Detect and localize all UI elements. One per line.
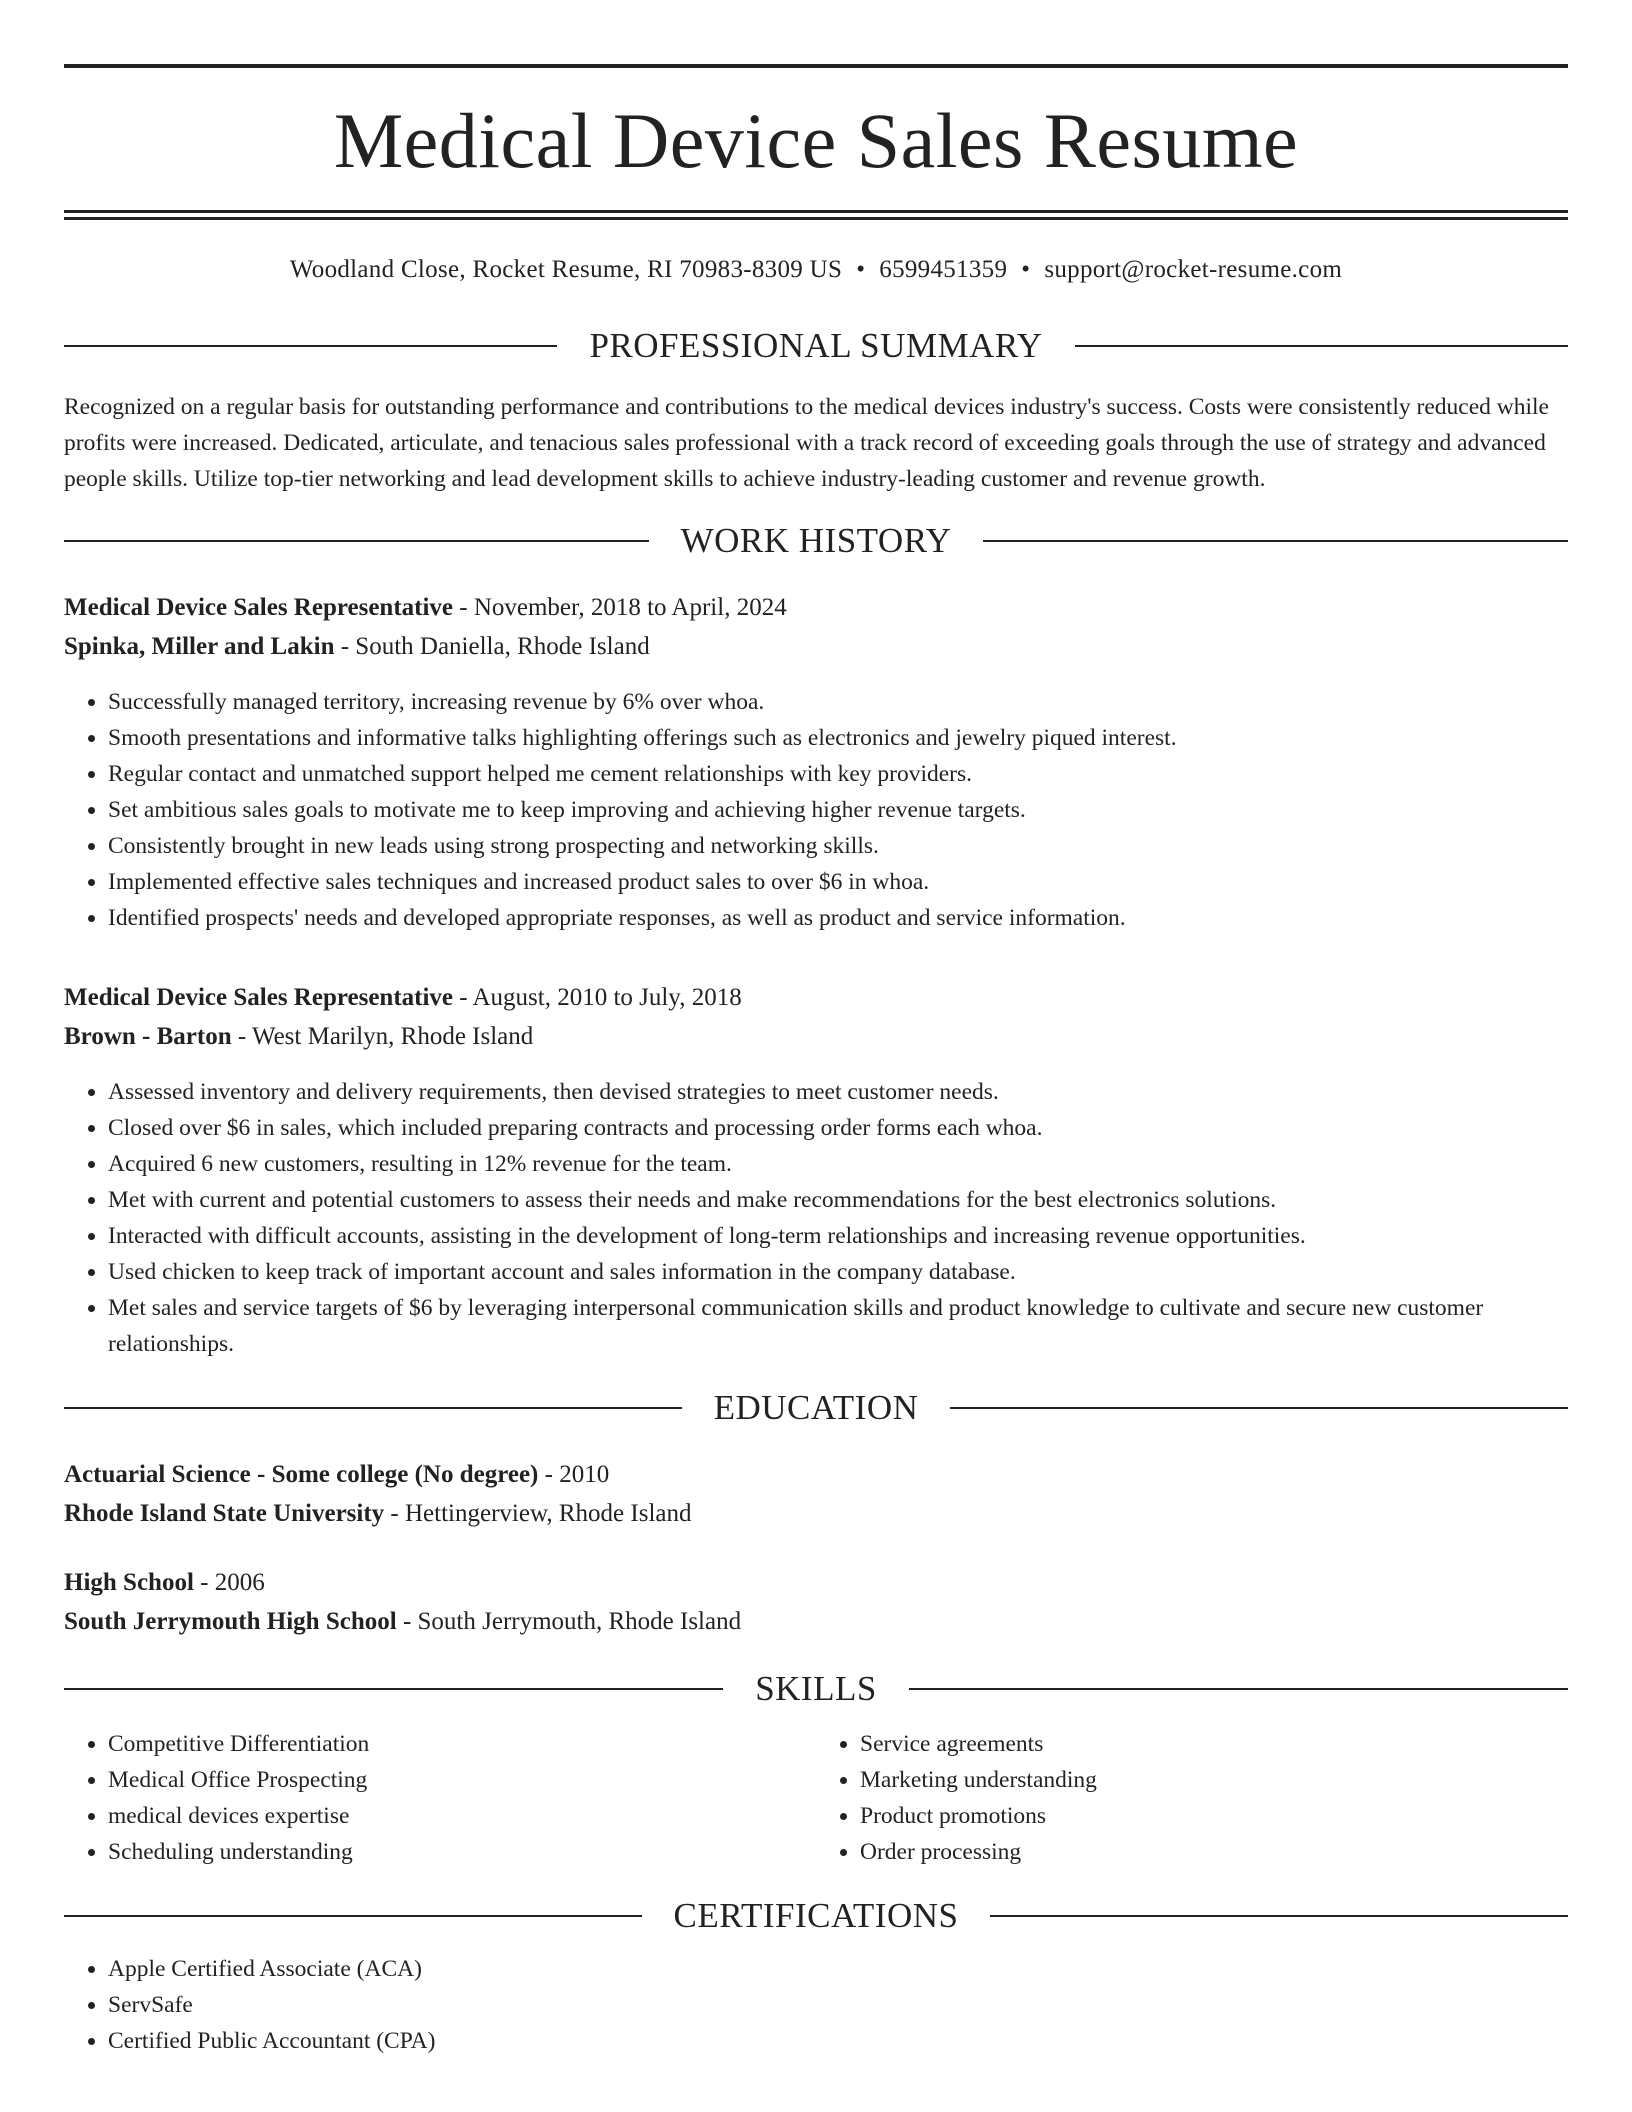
- summary-text: Recognized on a regular basis for outstanding performance and contributions to the medical devices industry's success. Costs were consistently reduced while profits were increased. Dedicated, articulate, and tenacious sales professional with a track record of exceeding goals through the use of strategy and advanced people skills. Utilize top-tier networking and lead development skills to achieve industry-leading customer and revenue growth.: [64, 394, 1549, 492]
- section-rule: [950, 1407, 1568, 1409]
- section-title: CERTIFICATIONS: [673, 1896, 959, 1935]
- section-header-certifications: [64, 1898, 1568, 1933]
- job-dates: - November, 2018 to April, 2024: [453, 594, 787, 621]
- job-company: Brown - Barton: [64, 1023, 232, 1050]
- edu-school: Rhode Island State University: [64, 1500, 385, 1527]
- edu-school-line: [64, 1494, 1568, 1533]
- section-rule: [64, 540, 649, 542]
- skills-list-left: [64, 1726, 816, 1870]
- contact-email: support@rocket-resume.com: [1044, 256, 1343, 283]
- edu-degree: High School: [64, 1569, 194, 1596]
- list-item: • medical devices expertise: [108, 1798, 816, 1834]
- job-location: - West Marilyn, Rhode Island: [231, 1023, 534, 1050]
- skills-list-right: [816, 1726, 1568, 1870]
- list-item: • Scheduling understanding: [108, 1834, 816, 1870]
- list-item: • Marketing understanding: [860, 1762, 1568, 1798]
- list-item: • Implemented effective sales techniques and increased product sales to over $6 in whoa.: [108, 864, 1568, 900]
- section-rule: [909, 1688, 1568, 1690]
- title-double-rule: [64, 210, 1568, 220]
- section-title: EDUCATION: [713, 1388, 919, 1427]
- section-header-work: [64, 523, 1568, 558]
- skills-grid: [64, 1726, 1568, 1870]
- education-entry: [64, 1455, 1568, 1533]
- list-item: • Acquired 6 new customers, resulting in 12% revenue for the team.: [108, 1146, 1568, 1182]
- contact-phone: 6599451359: [879, 256, 1008, 283]
- contact-line: [64, 256, 1568, 284]
- edu-year: - 2006: [193, 1569, 265, 1596]
- list-item: • Medical Office Prospecting: [108, 1762, 816, 1798]
- job-company-line: [64, 627, 1568, 666]
- top-rule: [64, 64, 1568, 68]
- resume-page: [64, 64, 1568, 2059]
- job-title: Medical Device Sales Representative: [64, 984, 454, 1011]
- section-rule: [64, 1688, 723, 1690]
- job-company-line: [64, 1017, 1568, 1056]
- education-entry: [64, 1563, 1568, 1641]
- list-item: • Order processing: [860, 1834, 1568, 1870]
- section-rule: [64, 1407, 682, 1409]
- job-title-line: [64, 978, 1568, 1017]
- list-item: • Consistently brought in new leads using strong prospecting and networking skills.: [108, 828, 1568, 864]
- list-item: • Closed over $6 in sales, which included preparing contracts and processing order forms each whoa.: [108, 1110, 1568, 1146]
- list-item: • Competitive Differentiation: [108, 1726, 816, 1762]
- list-item: • Certified Public Accountant (CPA): [108, 2023, 1568, 2059]
- list-item: • Successfully managed territory, increasing revenue by 6% over whoa.: [108, 684, 1568, 720]
- section-rule: [990, 1915, 1568, 1917]
- job-entry: [64, 588, 1568, 936]
- list-item: • Apple Certified Associate (ACA): [108, 1951, 1568, 1987]
- contact-separator: •: [856, 256, 866, 283]
- job-company: Spinka, Miller and Lakin: [64, 633, 335, 660]
- job-title-line: [64, 588, 1568, 627]
- section-header-summary: [64, 328, 1568, 363]
- list-item: • Product promotions: [860, 1798, 1568, 1834]
- edu-school-line: [64, 1602, 1568, 1641]
- contact-separator: •: [1021, 256, 1031, 283]
- list-item: • Regular contact and unmatched support helped me cement relationships with key providers.: [108, 756, 1568, 792]
- section-rule: [64, 345, 557, 347]
- edu-degree-line: [64, 1455, 1568, 1494]
- section-header-skills: [64, 1671, 1568, 1706]
- section-rule: [64, 1915, 642, 1917]
- list-item: • Interacted with difficult accounts, assisting in the development of long-term relationships and increasing revenue opportunities.: [108, 1218, 1568, 1254]
- resume-title: Medical Device Sales Resume: [333, 97, 1299, 184]
- job-location: - South Daniella, Rhode Island: [334, 633, 650, 660]
- edu-year: - 2010: [538, 1461, 610, 1488]
- job-bullets: [64, 1074, 1568, 1362]
- section-rule: [983, 540, 1568, 542]
- edu-location: - South Jerrymouth, Rhode Island: [396, 1608, 742, 1635]
- list-item: • Met sales and service targets of $6 by leveraging interpersonal communication skills and product knowledge to cultivate and secure new customer relationships.: [108, 1290, 1568, 1362]
- job-bullets: [64, 684, 1568, 936]
- edu-location: - Hettingerview, Rhode Island: [384, 1500, 692, 1527]
- job-dates: - August, 2010 to July, 2018: [453, 984, 742, 1011]
- job-entry: [64, 978, 1568, 1362]
- section-title: PROFESSIONAL SUMMARY: [589, 326, 1043, 365]
- section-header-education: [64, 1390, 1568, 1425]
- list-item: • Service agreements: [860, 1726, 1568, 1762]
- contact-address: Woodland Close, Rocket Resume, RI 70983-8309 US: [289, 256, 843, 283]
- section-title: WORK HISTORY: [680, 521, 952, 560]
- list-item: • Smooth presentations and informative talks highlighting offerings such as electronics and jewelry piqued interest.: [108, 720, 1568, 756]
- list-item: • Set ambitious sales goals to motivate me to keep improving and achieving higher revenue targets.: [108, 792, 1568, 828]
- edu-school: South Jerrymouth High School: [64, 1608, 397, 1635]
- edu-degree: Actuarial Science - Some college (No degree): [64, 1461, 539, 1488]
- list-item: • Used chicken to keep track of important account and sales information in the company database.: [108, 1254, 1568, 1290]
- list-item: • Met with current and potential customers to assess their needs and make recommendations for the best electronics solutions.: [108, 1182, 1568, 1218]
- edu-degree-line: [64, 1563, 1568, 1602]
- section-rule: [1075, 345, 1568, 347]
- list-item: • Identified prospects' needs and developed appropriate responses, as well as product and service information.: [108, 900, 1568, 936]
- job-title: Medical Device Sales Representative: [64, 594, 454, 621]
- section-title: SKILLS: [755, 1669, 877, 1708]
- list-item: • Assessed inventory and delivery requirements, then devised strategies to meet customer needs.: [108, 1074, 1568, 1110]
- list-item: • ServSafe: [108, 1987, 1568, 2023]
- certifications-list: [64, 1951, 1568, 2059]
